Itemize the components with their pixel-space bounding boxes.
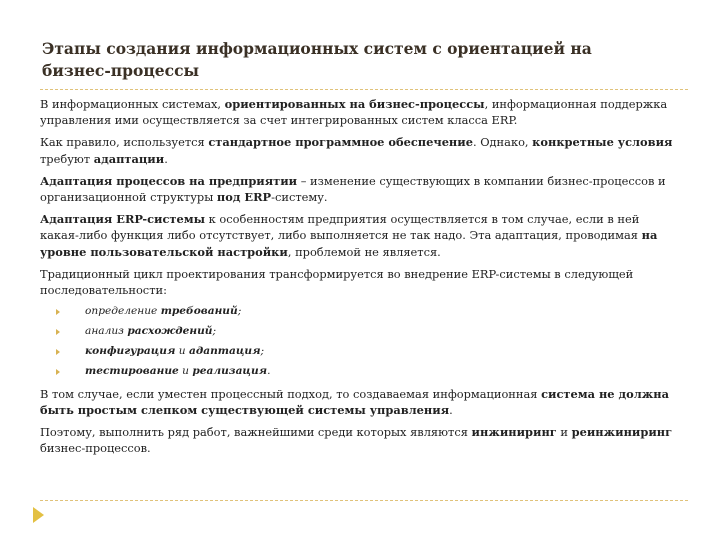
steps-list — [40, 304, 680, 380]
paragraph — [40, 424, 680, 456]
emphasis-text: инжиниринг — [471, 425, 557, 440]
emphasis-text: конфигурация — [85, 345, 176, 358]
text-run: . Однако, — [472, 135, 533, 150]
triangle-bullet-icon — [56, 369, 60, 375]
emphasis-text: Адаптация ERP-системы — [40, 212, 206, 227]
paragraph — [40, 96, 680, 128]
text-run: Как правило, используется — [40, 135, 209, 150]
text-run: , проблемой не является. — [287, 244, 441, 259]
text-run: . — [267, 365, 271, 378]
text-run: . — [164, 151, 168, 166]
step-item — [40, 324, 680, 340]
triangle-arrow-icon — [33, 507, 44, 523]
emphasis-text: ориентированных на бизнес-процессы — [224, 97, 485, 111]
paragraph — [40, 173, 680, 205]
emphasis-text: под ERP — [216, 190, 272, 205]
emphasis-text: реинжиниринг — [571, 425, 673, 440]
text-run: . — [449, 402, 453, 417]
emphasis-text: конкретные условия — [532, 135, 673, 150]
step-text — [85, 305, 241, 317]
emphasis-text: на уровне пользовательской настройки — [40, 228, 658, 259]
emphasis-text: требований — [160, 305, 238, 318]
text-run: требуют — [40, 151, 94, 166]
title-divider — [40, 89, 688, 90]
step-item — [40, 344, 680, 360]
text-run: анализ — [85, 325, 128, 338]
triangle-bullet-icon — [56, 349, 60, 355]
paragraph — [40, 386, 680, 418]
footer-divider — [40, 500, 688, 501]
closing-paragraphs — [40, 386, 680, 457]
text-run: Поэтому, выполнить ряд работ, важнейшими среди которых являются — [40, 425, 472, 440]
text-run: к особенностям предприятия осуществляется в том случае, если в ней какая-либо функция либо отсутствует, либо выполняется не так надо. Эта адаптация, проводимая — [40, 212, 642, 243]
paragraph — [40, 266, 680, 298]
paragraph — [40, 134, 680, 166]
emphasis-text: реализация — [192, 365, 268, 378]
paragraph — [40, 211, 680, 260]
text-run: ; — [237, 305, 242, 318]
text-run: ; — [212, 325, 217, 338]
triangle-bullet-icon — [56, 329, 60, 335]
step-item — [40, 304, 680, 320]
text-run: и — [175, 345, 189, 358]
text-run: ; — [260, 345, 265, 358]
step-text — [85, 345, 264, 357]
text-run: Традиционный цикл проектирования трансформируется во внедрение ERP-системы в следующей последовательности: — [40, 266, 634, 298]
step-item — [40, 364, 680, 380]
slide-title: Этапы создания информационных систем с ориентацией на бизнес-процессы — [42, 39, 592, 80]
text-run: бизнес-процессов. — [40, 441, 151, 456]
text-run: – изменение существующих в компании бизнес-процессов и организационной структуры — [40, 173, 666, 205]
text-run: определение — [85, 305, 161, 318]
slide-body — [40, 96, 680, 463]
emphasis-text: стандартное программное обеспечение — [208, 135, 473, 150]
text-run: , информационная поддержка управления ими осуществляется за счет интегрированных систем класса ERP. — [40, 97, 668, 128]
intro-paragraphs — [40, 96, 680, 298]
emphasis-text: расхождений — [127, 325, 213, 338]
step-text — [85, 365, 270, 377]
step-text — [85, 325, 216, 337]
text-run: В информационных системах, — [40, 97, 225, 111]
text-run: -систему. — [271, 190, 328, 205]
text-run: и — [556, 425, 572, 440]
emphasis-text: тестирование — [85, 365, 179, 378]
text-run: В том случае, если уместен процессный подход, то создаваемая информационная — [40, 386, 542, 401]
triangle-bullet-icon — [56, 309, 60, 315]
text-run: и — [178, 365, 193, 378]
emphasis-text: Адаптация процессов на предприятии — [40, 173, 298, 188]
emphasis-text: адаптации — [93, 151, 165, 166]
emphasis-text: адаптация — [189, 345, 261, 358]
emphasis-text: система не должна быть простым слепком существующей системы управления — [40, 386, 669, 417]
